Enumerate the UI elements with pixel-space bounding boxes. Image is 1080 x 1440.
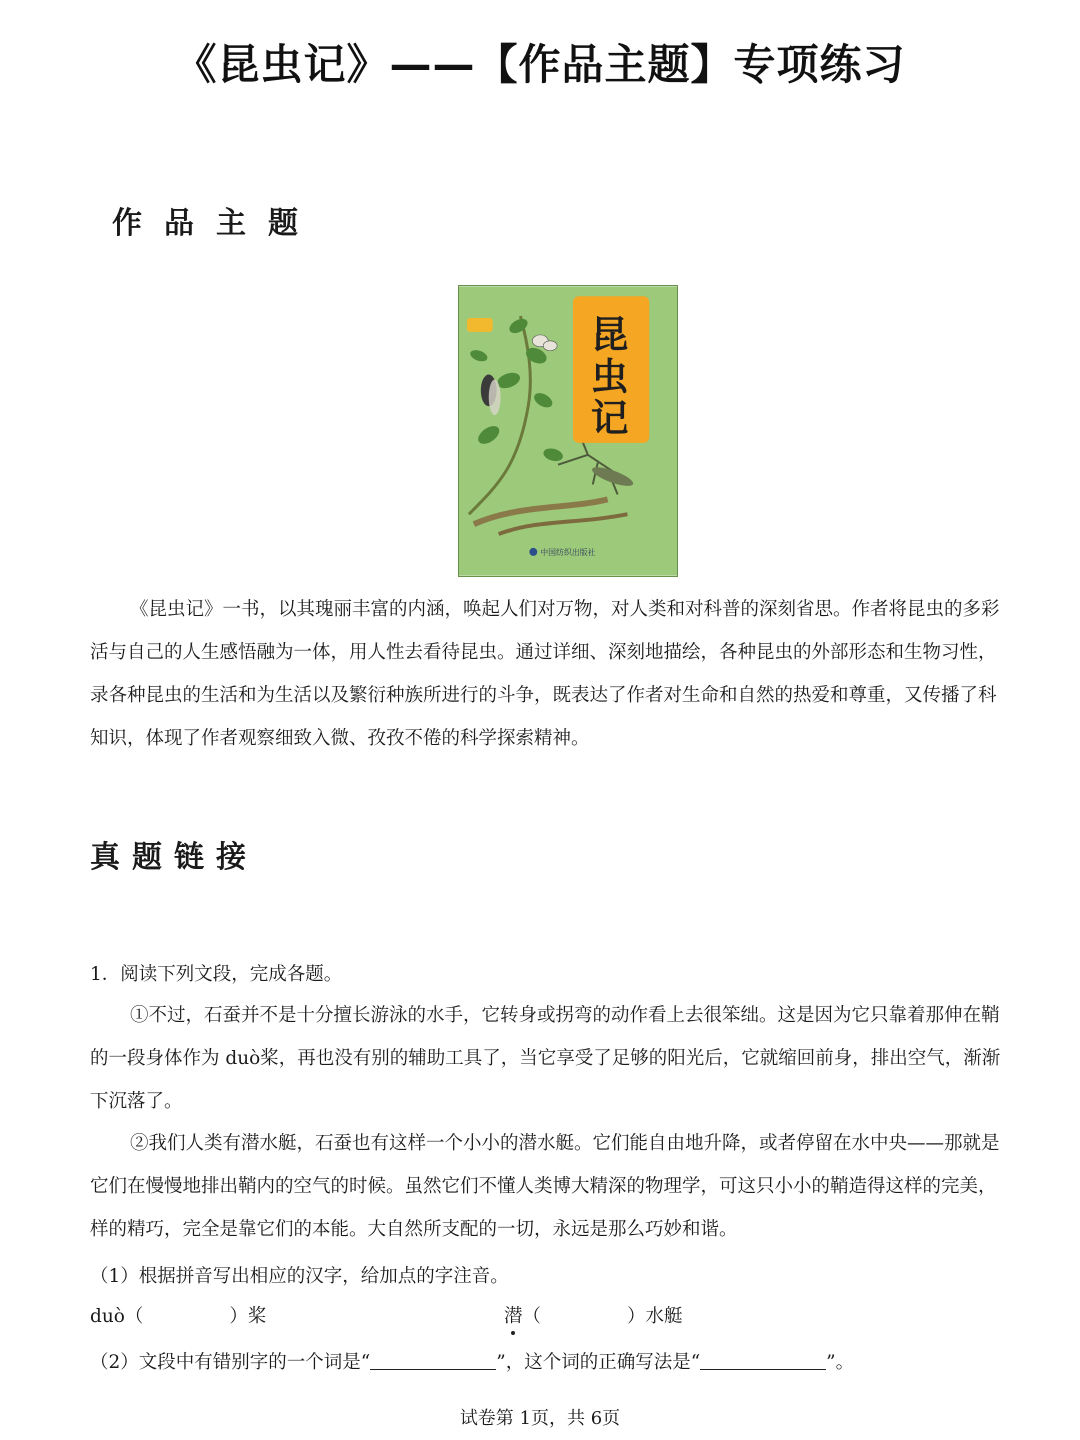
- question-stem: 1．阅读下列文段，完成各题。: [90, 964, 343, 985]
- char-suffix: ）水艇: [627, 1306, 683, 1327]
- sub-question-2-text-c: ”。: [826, 1352, 855, 1373]
- theme-line-1: 《昆虫记》一书，以其瑰丽丰富的内涵，唤起人们对万物，对人类和对科普的深刻省思。作者将昆虫的多彩: [130, 599, 1000, 620]
- sub-question-1-blank-b: [504, 1302, 683, 1328]
- passage-1-line-1: ①不过，石蚕并不是十分擅长游泳的水手，它转身或拐弯的动作看上去很笨绌。这是因为它只靠着那伸在鞘: [130, 1005, 1000, 1026]
- cover-title-char-1: 昆: [590, 312, 629, 357]
- sub-question-2: [90, 1348, 854, 1374]
- passage-2-line-3: 样的精巧，完全是靠它们的本能。大自然所支配的一切，永远是那么巧妙和谐。: [90, 1219, 738, 1240]
- passage-2-line-1: ②我们人类有潜水艇，石蚕也有这样一个小小的潜水艇。它们能自由地升降，或者停留在水中央——那就是: [130, 1133, 1000, 1154]
- theme-line-4: 知识，体现了作者观察细致入微、孜孜不倦的科学探索精神。: [90, 728, 590, 749]
- passage-1-line-2: 的一段身体作为 duò桨，再也没有别的辅助工具了，当它享受了足够的阳光后，它就缩回前身，排出空气，渐渐: [90, 1048, 1001, 1069]
- theme-line-3: 录各种昆虫的生活和为生活以及繁衍种族所进行的斗争，既表达了作者对生命和自然的热爱和尊重，又传播了科: [90, 685, 997, 706]
- cover-publisher: 中国纺织出版社: [540, 547, 596, 557]
- sub-question-1-blank-a: [90, 1302, 266, 1328]
- book-cover-image: [458, 285, 678, 577]
- cover-title-char-3: 记: [590, 396, 629, 440]
- page-footer: 试卷第 1页，共 6页: [459, 1408, 621, 1429]
- passage-2: [90, 1122, 1035, 1251]
- cover-title-char-2: 虫: [590, 354, 629, 399]
- sub-question-2-text-a: （2）文段中有错别字的一个词是“: [90, 1352, 371, 1373]
- pinyin-suffix: ）桨: [229, 1306, 267, 1327]
- page-title: 《昆虫记》——【作品主题】专项练习: [174, 40, 906, 89]
- pinyin-prefix: duò（: [90, 1306, 144, 1327]
- passage-1: [90, 994, 1035, 1123]
- sub-question-2-text-b: ”，这个词的正确写法是“: [496, 1352, 701, 1373]
- answer-blank-correct-word[interactable]: [700, 1349, 826, 1370]
- theme-paragraph: [90, 588, 1035, 760]
- passage-1-line-3: 下沉落了。: [90, 1091, 183, 1112]
- sub-question-1: （1）根据拼音写出相应的汉字，给加点的字注音。: [90, 1266, 509, 1287]
- theme-line-2: 活与自己的人生感悟融为一体，用人性去看待昆虫。通过详细、深刻地描绘，各种昆虫的外部形态和生物习性，: [90, 642, 997, 663]
- answer-blank-wrong-word[interactable]: [370, 1349, 496, 1370]
- paren-open: （: [522, 1306, 542, 1327]
- section-heading-theme: 作品主题: [112, 206, 320, 241]
- section-heading-link: 真题链接: [90, 840, 258, 875]
- passage-2-line-2: 它们在慢慢地排出鞘内的空气的时候。虽然它们不懂人类博大精深的物理学，可这只小小的鞘造得这样的完美，: [90, 1176, 997, 1197]
- dotted-char: 潜: [504, 1306, 523, 1327]
